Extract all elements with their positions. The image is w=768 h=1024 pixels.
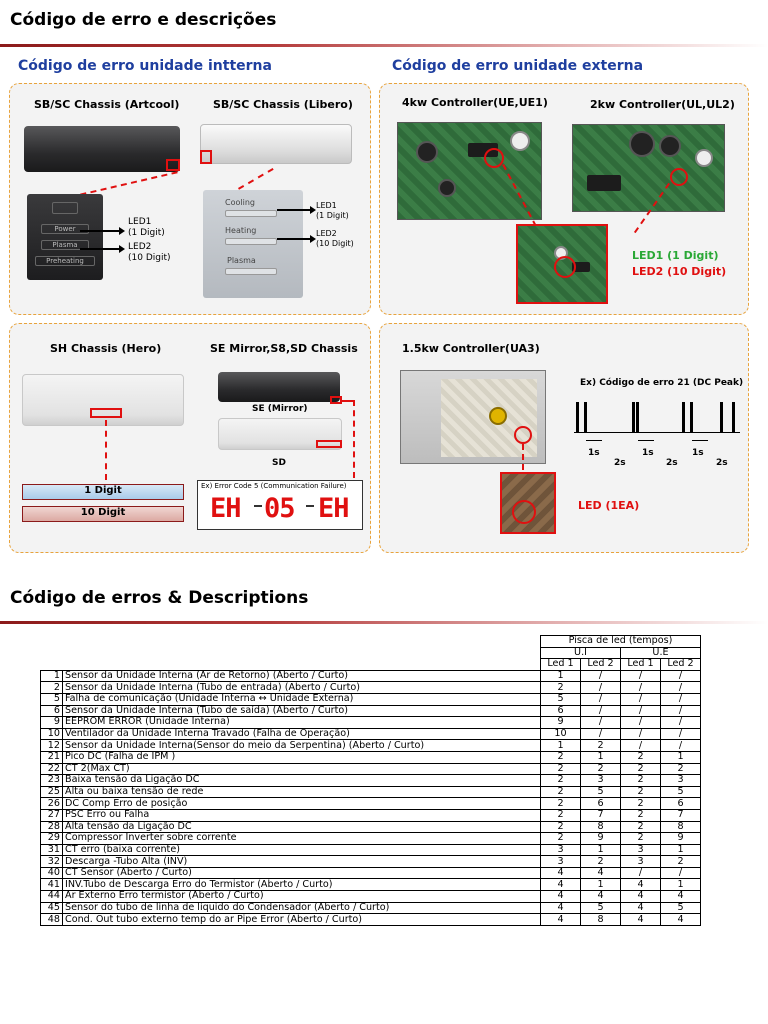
panel-title-artcool: SB/SC Chassis (Artcool) [34, 98, 180, 111]
ue-led1-cell: / [621, 670, 661, 682]
pulse-7 [720, 402, 723, 432]
ue-led2-cell: 1 [661, 879, 701, 891]
ue-led1-cell: / [621, 867, 661, 879]
panel-title-ua3: 1.5kw Controller(UA3) [402, 342, 540, 355]
pulse-5 [682, 402, 685, 432]
ui-led2-cell: 4 [581, 891, 621, 903]
error-code-cell: 6 [41, 705, 63, 717]
libero-pointer [238, 168, 274, 190]
error-description-cell: CT Sensor (Aberto / Curto) [63, 867, 541, 879]
error-description-cell: Sensor do tubo de linha de liquido do Condensador (Aberto / Curto) [63, 902, 541, 914]
board-2kw-chip [587, 175, 621, 191]
seg-arrow-2 [306, 505, 314, 507]
ue-led2-cell: 2 [661, 763, 701, 775]
ui-led2-cell: 5 [581, 786, 621, 798]
table-row [41, 693, 701, 705]
ue-led1-cell: / [621, 740, 661, 752]
sd-highlight [316, 440, 342, 448]
table-title-rule [0, 621, 768, 624]
ue-led2-cell: 4 [661, 914, 701, 926]
hero-digit1: 1 Digit [22, 484, 184, 500]
error-description-cell: Baixa tensão da Ligação DC [63, 775, 541, 787]
table-row [41, 867, 701, 879]
se-mirror-unit-image [218, 372, 340, 402]
error-code-table-body [41, 636, 701, 926]
ui-led1-cell: 4 [541, 891, 581, 903]
table-header-row-2 [41, 647, 701, 659]
ue-led1-cell: / [621, 693, 661, 705]
ui-led2-cell: / [581, 705, 621, 717]
error-description-cell: EEPROM ERROR (Unidade Interna) [63, 717, 541, 729]
error-code-cell: 29 [41, 833, 63, 845]
error-code-example-box [197, 480, 363, 530]
ue-led2-cell: 1 [661, 844, 701, 856]
ue-led1-cell: 2 [621, 763, 661, 775]
error-description-cell: Sensor da Unidade Interna (Tubo de entrada) (Aberto / Curto) [63, 682, 541, 694]
pulse-4 [636, 402, 639, 432]
artcool-led1-label [128, 217, 165, 239]
error-code-cell: 26 [41, 798, 63, 810]
ui-led1-cell: 2 [541, 763, 581, 775]
panel-title-4kw: 4kw Controller(UE,UE1) [402, 96, 548, 109]
error-description-cell: Ventilador da Unidade Interna Travado (Falha de Operação) [63, 728, 541, 740]
error-code-cell: 25 [41, 786, 63, 798]
wave-baseline [574, 432, 740, 433]
ui-led1-cell: 2 [541, 798, 581, 810]
board-4kw-image [397, 122, 542, 220]
error-code-cell: 2 [41, 682, 63, 694]
ui-led2-cell: 1 [581, 879, 621, 891]
ua3-led-label: LED (1EA) [578, 499, 640, 512]
ue-led2-cell: 5 [661, 786, 701, 798]
ue-led2-cell: / [661, 867, 701, 879]
error-code-table [40, 635, 701, 926]
ui-led2-cell: 9 [581, 833, 621, 845]
error-description-cell: Cond. Out tubo externo temp do ar Pipe Error (Aberto / Curto) [63, 914, 541, 926]
header-blank-3 [41, 659, 541, 671]
header-blank-2 [41, 647, 541, 659]
ua3-time-1s-b: 1s [642, 448, 654, 458]
outdoor-led2-label: LED2 (10 Digit) [632, 265, 727, 278]
table-row [41, 740, 701, 752]
ui-led1-cell: 5 [541, 693, 581, 705]
error-code-cell: 45 [41, 902, 63, 914]
ui-led2-cell: / [581, 717, 621, 729]
ui-led1-cell: 4 [541, 867, 581, 879]
ue-led1-cell: 3 [621, 844, 661, 856]
pulse-3 [632, 402, 635, 432]
artcool-btn-plasma: Plasma [41, 240, 89, 250]
error-description-cell: Ar Externo Erro termistor (Aberto / Curto) [63, 891, 541, 903]
libero-led2-arrow [277, 238, 311, 240]
ue-led2-cell: 9 [661, 833, 701, 845]
ui-led1-cell: 1 [541, 670, 581, 682]
artcool-led1-sub: (1 Digit) [128, 228, 165, 238]
board-4kw-led-circle [484, 148, 504, 168]
ue-led1-cell: 2 [621, 809, 661, 821]
panel-outdoor-ua3 [379, 323, 749, 553]
ua3-time-1s-a: 1s [588, 448, 600, 458]
error-code-cell: 9 [41, 717, 63, 729]
error-description-cell: Sensor da Unidade Interna (Ar de Retorno) (Aberto / Curto) [63, 670, 541, 682]
artcool-highlight [166, 159, 180, 171]
ue-led1-cell: 2 [621, 798, 661, 810]
table-row [41, 670, 701, 682]
table-row [41, 728, 701, 740]
error-code-cell: 23 [41, 775, 63, 787]
artcool-display-panel [27, 194, 103, 280]
error-description-cell: CT 2(Max CT) [63, 763, 541, 775]
ui-led2-cell: 4 [581, 867, 621, 879]
closeup-led-circle [554, 256, 576, 278]
ua3-time-2s-b: 2s [666, 458, 678, 468]
panel-indoor-sbsc [9, 83, 371, 315]
artcool-led2-label [128, 242, 171, 264]
ui-led2-cell: 8 [581, 914, 621, 926]
error-code-cell: 12 [41, 740, 63, 752]
ue-led2-cell: 2 [661, 856, 701, 868]
ua3-led-circle [514, 426, 532, 444]
table-row [41, 786, 701, 798]
table-header-row-3 [41, 659, 701, 671]
hero-pointer [105, 420, 107, 480]
artcool-unit-image [24, 126, 180, 172]
table-row [41, 914, 701, 926]
hero-highlight [90, 408, 122, 418]
error-code-cell: 21 [41, 751, 63, 763]
ue-led1-cell: / [621, 682, 661, 694]
error-description-cell: Descarga -Tubo Alta (INV) [63, 856, 541, 868]
table-row [41, 775, 701, 787]
table-row [41, 763, 701, 775]
ue-led2-cell: / [661, 693, 701, 705]
ue-led1-cell: 2 [621, 775, 661, 787]
artcool-window [52, 202, 78, 214]
table-row [41, 705, 701, 717]
ue-led2-cell: 6 [661, 798, 701, 810]
error-code-example-text: Ex) Error Code 5 (Communication Failure) [201, 482, 347, 490]
ue-led2-cell: / [661, 728, 701, 740]
libero-bar-heating [225, 238, 277, 245]
error-code-cell: 10 [41, 728, 63, 740]
header-ui-led2: Led 2 [581, 659, 621, 671]
table-row [41, 879, 701, 891]
pulse-8 [732, 402, 735, 432]
board-2kw-led-circle [670, 168, 688, 186]
artcool-led2-text: LED2 [128, 242, 152, 252]
table-row [41, 751, 701, 763]
ua3-time-1s-c: 1s [692, 448, 704, 458]
ue-led2-cell: / [661, 705, 701, 717]
error-code-cell: 31 [41, 844, 63, 856]
ue-led1-cell: / [621, 728, 661, 740]
ue-led2-cell: 1 [661, 751, 701, 763]
error-code-cell: 40 [41, 867, 63, 879]
panel-title-mirror: SE Mirror,S8,SD Chassis [210, 342, 358, 355]
se-pointer [353, 400, 355, 478]
header-ui: U.I [541, 647, 621, 659]
libero-led2-text: LED2 [316, 229, 337, 238]
ue-led1-cell: 3 [621, 856, 661, 868]
ue-led1-cell: 4 [621, 879, 661, 891]
error-description-cell: CT erro (baixa corrente) [63, 844, 541, 856]
ua3-closeup-circle [512, 500, 536, 524]
hero-digit10: 10 Digit [22, 506, 184, 522]
error-description-cell: Pico DC (Falha de IPM ) [63, 751, 541, 763]
panel-title-2kw: 2kw Controller(UL,UL2) [590, 98, 735, 111]
error-description-cell: Sensor da Unidade Interna (Tubo de saída) (Aberto / Curto) [63, 705, 541, 717]
error-description-cell: Alta ou baixa tensão de rede [63, 786, 541, 798]
table-row [41, 833, 701, 845]
ui-led1-cell: 1 [541, 740, 581, 752]
libero-bar-plasma [225, 268, 277, 275]
ui-led1-cell: 3 [541, 844, 581, 856]
indoor-heading: Código de erro unidade intterna [18, 58, 272, 74]
ue-led2-cell: 3 [661, 775, 701, 787]
error-description-cell: Sensor da Unidade Interna(Sensor do meio da Serpentina) (Aberto / Curto) [63, 740, 541, 752]
libero-led2-sub: (10 Digit) [316, 239, 354, 248]
label-se-mirror: SE (Mirror) [252, 404, 308, 414]
board-2kw-image [572, 124, 725, 212]
error-code-cell: 41 [41, 879, 63, 891]
dim-1 [586, 440, 602, 441]
ui-led1-cell: 2 [541, 775, 581, 787]
ue-led1-cell: / [621, 717, 661, 729]
board-2kw-wcap [695, 149, 713, 167]
ui-led2-cell: / [581, 670, 621, 682]
ui-led2-cell: 8 [581, 821, 621, 833]
ue-led1-cell: 4 [621, 914, 661, 926]
libero-unit-image [200, 124, 352, 164]
pulse-6 [690, 402, 693, 432]
ue-led2-cell: 5 [661, 902, 701, 914]
ua3-time-2s-c: 2s [716, 458, 728, 468]
table-row [41, 844, 701, 856]
table-row [41, 809, 701, 821]
ui-led2-cell: 2 [581, 763, 621, 775]
ui-led2-cell: / [581, 682, 621, 694]
artcool-btn-power: Power [41, 224, 89, 234]
artcool-btn-preheating: Preheating [35, 256, 95, 266]
error-description-cell: PSC Erro ou Falha [63, 809, 541, 821]
ue-led1-cell: 2 [621, 751, 661, 763]
ui-led1-cell: 3 [541, 856, 581, 868]
ue-led2-cell: 7 [661, 809, 701, 821]
table-header-row-1 [41, 636, 701, 648]
ui-led2-cell: 2 [581, 740, 621, 752]
libero-led1-text: LED1 [316, 201, 337, 210]
ui-led2-cell: 1 [581, 751, 621, 763]
ua3-pointer [522, 444, 524, 470]
ui-led2-cell: 2 [581, 856, 621, 868]
header-ue-led2: Led 2 [661, 659, 701, 671]
seg-display-2: 05 [264, 493, 295, 524]
ui-led1-cell: 2 [541, 833, 581, 845]
ui-led2-cell: 6 [581, 798, 621, 810]
table-row [41, 717, 701, 729]
ue-led1-cell: 4 [621, 902, 661, 914]
ui-led2-cell: 5 [581, 902, 621, 914]
pulse-1 [576, 402, 579, 432]
error-code-cell: 44 [41, 891, 63, 903]
error-description-cell: Falha de comunicação (Unidade Interna ↔ Unidade Externa) [63, 693, 541, 705]
table-title: Código de erros & Descriptions [10, 588, 309, 608]
ui-led1-cell: 10 [541, 728, 581, 740]
error-code-cell: 5 [41, 693, 63, 705]
ui-led1-cell: 2 [541, 682, 581, 694]
error-code-cell: 22 [41, 763, 63, 775]
title-rule [0, 44, 768, 47]
ui-led2-cell: / [581, 728, 621, 740]
libero-btn-plasma: Plasma [227, 256, 256, 265]
ue-led2-cell: / [661, 740, 701, 752]
libero-led2-label [316, 229, 354, 249]
dim-2 [638, 440, 654, 441]
ui-led1-cell: 2 [541, 821, 581, 833]
table-row [41, 902, 701, 914]
ui-led2-cell: / [581, 693, 621, 705]
board-ua3-image [400, 370, 546, 464]
error-description-cell: Compressor Inverter sobre corrente [63, 833, 541, 845]
ue-led2-cell: / [661, 717, 701, 729]
ue-led2-cell: / [661, 682, 701, 694]
board-4kw-wcap [510, 131, 530, 151]
se-highlight [330, 396, 342, 404]
table-row [41, 856, 701, 868]
dim-3 [692, 440, 708, 441]
label-sd: SD [272, 458, 286, 468]
board-4kw-cap [416, 141, 438, 163]
header-ue-led1: Led 1 [621, 659, 661, 671]
libero-led1-arrow [277, 209, 311, 211]
ui-led1-cell: 6 [541, 705, 581, 717]
error-description-cell: INV.Tubo de Descarga Erro do Termistor (Aberto / Curto) [63, 879, 541, 891]
panel-outdoor-controllers [379, 83, 749, 315]
board-2kw-cap2 [659, 135, 681, 157]
ui-led1-cell: 4 [541, 879, 581, 891]
libero-led1-sub: (1 Digit) [316, 211, 349, 220]
board-4kw-cap2 [438, 179, 456, 197]
panel-title-libero: SB/SC Chassis (Libero) [213, 98, 353, 111]
ui-led1-cell: 9 [541, 717, 581, 729]
ue-led1-cell: 2 [621, 786, 661, 798]
artcool-led2-arrow [80, 248, 120, 250]
header-ui-led1: Led 1 [541, 659, 581, 671]
hero-unit-image [22, 374, 184, 426]
error-description-cell: Alta tensão da Ligação DC [63, 821, 541, 833]
page-title: Código de erro e descrições [10, 10, 277, 30]
error-description-cell: DC Comp Erro de posição [63, 798, 541, 810]
libero-btn-heating: Heating [225, 226, 257, 235]
table-row [41, 891, 701, 903]
libero-highlight [200, 150, 212, 164]
board-2kw-cap [629, 131, 655, 157]
ue-led2-cell: / [661, 670, 701, 682]
outdoor-led1-label: LED1 (1 Digit) [632, 249, 719, 262]
ue-led2-cell: 4 [661, 891, 701, 903]
header-ue: U.E [621, 647, 701, 659]
table-row [41, 821, 701, 833]
panel-title-hero: SH Chassis (Hero) [50, 342, 162, 355]
ui-led1-cell: 4 [541, 914, 581, 926]
error-code-cell: 48 [41, 914, 63, 926]
ue-led1-cell: 2 [621, 833, 661, 845]
panel-indoor-hero [9, 323, 371, 553]
libero-display-panel [203, 190, 303, 298]
ue-led1-cell: / [621, 705, 661, 717]
ui-led1-cell: 2 [541, 809, 581, 821]
seg-arrow-1 [254, 505, 262, 507]
ua3-example-title: Ex) Código de erro 21 (DC Peak) [580, 378, 744, 388]
ui-led1-cell: 2 [541, 786, 581, 798]
artcool-led2-sub: (10 Digit) [128, 253, 171, 263]
header-led-blink: Pisca de led (tempos) [541, 636, 701, 648]
ue-led1-cell: 4 [621, 891, 661, 903]
ua3-time-2s-a: 2s [614, 458, 626, 468]
outdoor-heading: Código de erro unidade externa [392, 58, 644, 74]
ui-led2-cell: 1 [581, 844, 621, 856]
ue-led2-cell: 8 [661, 821, 701, 833]
ua3-cap [489, 407, 507, 425]
ui-led1-cell: 2 [541, 751, 581, 763]
error-code-cell: 27 [41, 809, 63, 821]
error-code-cell: 1 [41, 670, 63, 682]
ue-led1-cell: 2 [621, 821, 661, 833]
seg-display-1: EH [210, 493, 241, 524]
table-row [41, 682, 701, 694]
error-code-cell: 28 [41, 821, 63, 833]
ui-led2-cell: 7 [581, 809, 621, 821]
libero-bar-cooling [225, 210, 277, 217]
seg-display-3: EH [318, 493, 349, 524]
error-code-cell: 32 [41, 856, 63, 868]
artcool-led1-text: LED1 [128, 217, 152, 227]
pulse-2 [584, 402, 587, 432]
artcool-led1-arrow [80, 230, 120, 232]
libero-led1-label [316, 201, 349, 221]
ui-led1-cell: 4 [541, 902, 581, 914]
header-blank-1 [41, 636, 541, 648]
libero-btn-cooling: Cooling [225, 198, 255, 207]
table-row [41, 798, 701, 810]
ui-led2-cell: 3 [581, 775, 621, 787]
